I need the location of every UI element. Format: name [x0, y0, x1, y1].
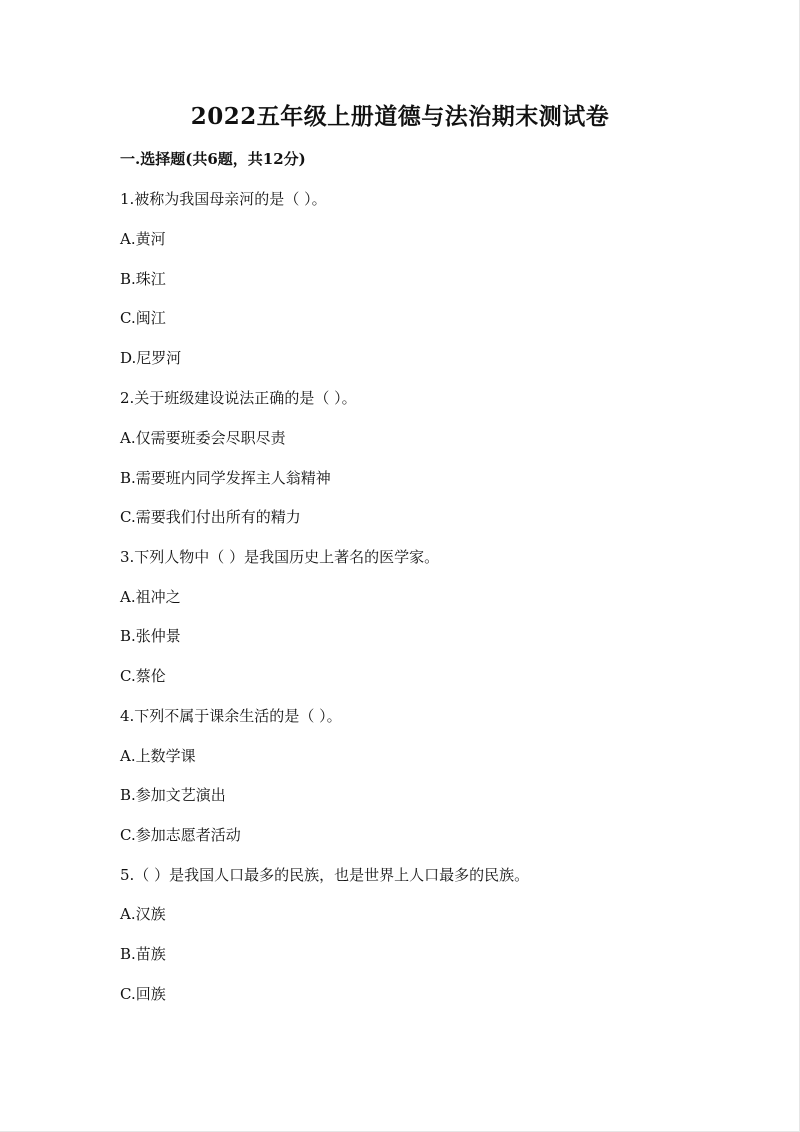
- question-5-option-a: A.汉族: [120, 905, 166, 923]
- question-5: 5.（ ）是我国人口最多的民族，也是世界上人口最多的民族。: [120, 866, 530, 884]
- question-3: 3.下列人物中（ ）是我国历史上著名的医学家。: [120, 548, 440, 566]
- question-5-option-c: C.回族: [120, 985, 166, 1003]
- question-3-option-c: C.蔡伦: [120, 667, 166, 685]
- question-2-option-c: C.需要我们付出所有的精力: [120, 508, 301, 526]
- question-4-option-c: C.参加志愿者活动: [120, 826, 241, 844]
- question-1-option-a: A.黄河: [120, 230, 166, 248]
- section-heading: 一.选择题(共6题，共12分): [120, 150, 306, 168]
- question-2-option-b: B.需要班内同学发挥主人翁精神: [120, 469, 331, 487]
- question-1: 1.被称为我国母亲河的是（ ）。: [120, 190, 327, 208]
- question-1-option-b: B.珠江: [120, 270, 166, 288]
- question-4-option-a: A.上数学课: [120, 747, 196, 765]
- document-title: 2022五年级上册道德与法治期末测试卷: [190, 103, 610, 130]
- question-2-option-a: A.仅需要班委会尽职尽责: [120, 429, 286, 447]
- question-1-option-d: D.尼罗河: [120, 349, 182, 367]
- question-3-option-b: B.张仲景: [120, 627, 181, 645]
- question-4: 4.下列不属于课余生活的是（ ）。: [120, 707, 342, 725]
- question-1-option-c: C.闽江: [120, 309, 166, 327]
- question-5-option-b: B.苗族: [120, 945, 166, 963]
- question-4-option-b: B.参加文艺演出: [120, 786, 226, 804]
- question-3-option-a: A.祖冲之: [120, 588, 181, 606]
- question-2: 2.关于班级建设说法正确的是（ ）。: [120, 389, 357, 407]
